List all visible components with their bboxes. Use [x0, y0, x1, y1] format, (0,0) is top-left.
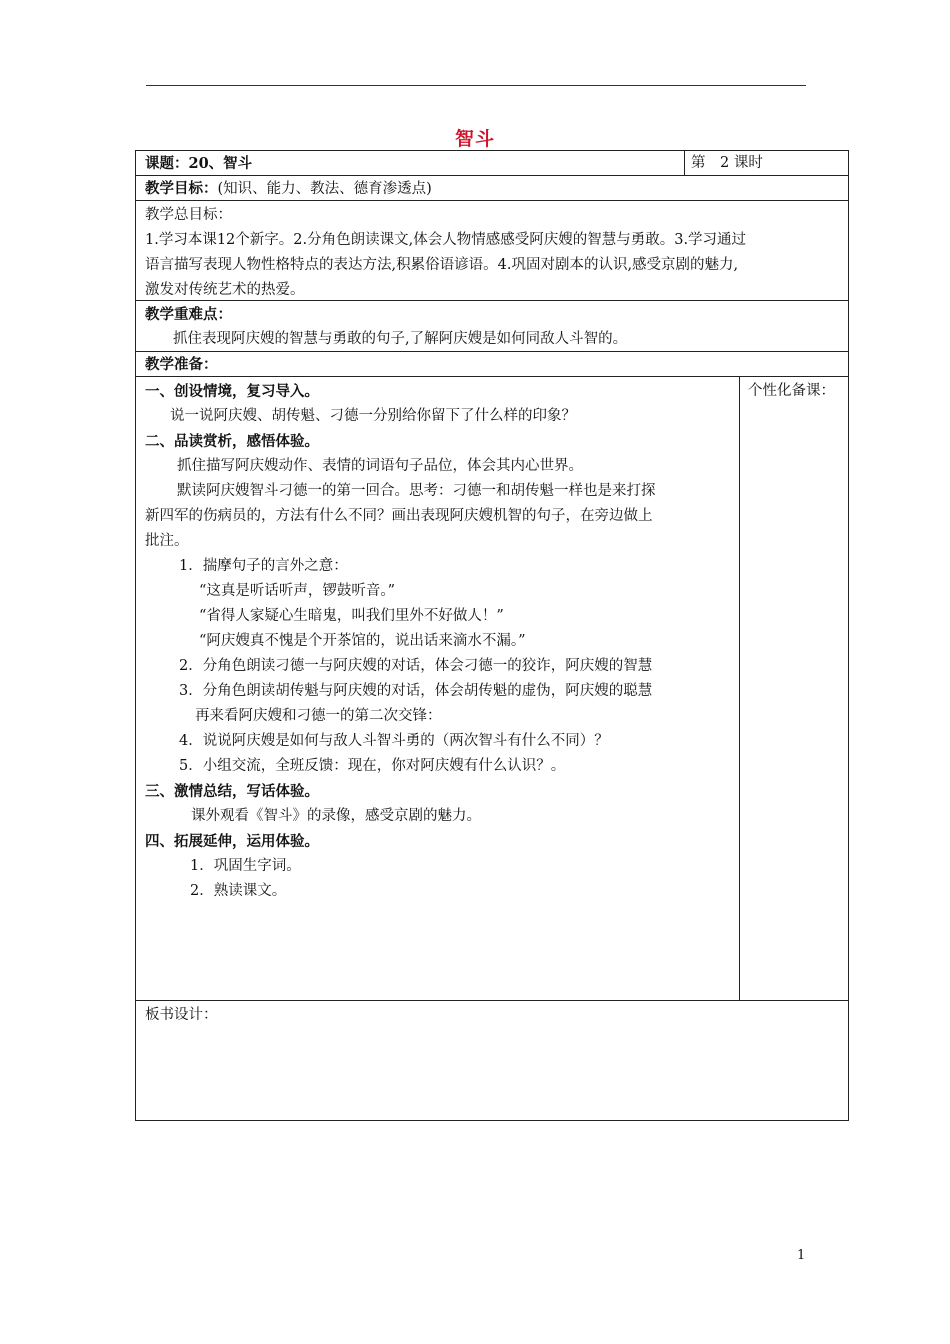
- goals-content: [145, 203, 746, 303]
- key-points-row: [135, 300, 849, 352]
- goals-content-row: [135, 200, 849, 301]
- key-points-heading: 教学重难点：: [145, 306, 232, 323]
- goals-heading-wrap: [145, 176, 432, 202]
- period-label: 第 2 课时: [691, 155, 763, 171]
- goals-line-2: 语言描写表现人物性格特点的表达方法,积累俗语谚语。4.巩固对剧本的认识,感受京剧的魅力,: [145, 257, 739, 273]
- section4-title: 四、拓展延伸，运用体验。: [145, 833, 319, 850]
- personal-prep-label: 个性化备课：: [748, 383, 835, 399]
- board-design-row: [135, 1000, 849, 1121]
- key-points-content: [145, 302, 627, 352]
- goals-line-3: 激发对传统艺术的热爱。: [145, 282, 305, 298]
- item-1: 1．揣摩句子的言外之意：: [179, 558, 348, 574]
- goals-heading-row: [135, 175, 849, 201]
- section1-title: 一、创设情境，复习导入。: [145, 383, 319, 400]
- goals-heading-note: (知识、能力、教法、德育渗透点): [217, 181, 432, 197]
- quote-2: “省得人家疑心生暗鬼，叫我们里外不好做人！”: [199, 608, 504, 624]
- item-3: 3．分角色朗读胡传魁与阿庆嫂的对话，体会胡传魁的虚伪，阿庆嫂的聪慧: [179, 683, 653, 699]
- topic-label: 课题：20、智斗: [145, 155, 253, 172]
- section2-p2-line2: 新四军的伤病员的，方法有什么不同？画出表现阿庆嫂机智的句子，在旁边做上: [145, 508, 653, 524]
- topic-divider: [684, 151, 685, 175]
- goals-sub-heading: 教学总目标：: [145, 207, 232, 223]
- item-2: 2．分角色朗读刁德一与阿庆嫂的对话，体会刁德一的狡诈，阿庆嫂的智慧: [179, 658, 653, 674]
- item-5: 5．小组交流，全班反馈：现在，你对阿庆嫂有什么认识？。: [179, 758, 566, 774]
- page-title: 智斗: [454, 128, 495, 150]
- process-row: [135, 376, 849, 1001]
- preparation-heading: 教学准备：: [145, 356, 218, 373]
- section4-item-2: 2．熟读课文。: [190, 883, 287, 899]
- key-points-text: 抓住表现阿庆嫂的智慧与勇敢的句子,了解阿庆嫂是如何同敌人斗智的。: [173, 331, 628, 347]
- section3-title: 三、激情总结，写话体验。: [145, 783, 319, 800]
- preparation-row: [135, 351, 849, 377]
- section2-p1: 抓住描写阿庆嫂动作、表情的词语句子品位，体会其内心世界。: [177, 458, 583, 474]
- item-3-cont: 再来看阿庆嫂和刁德一的第二次交锋：: [195, 708, 442, 724]
- goals-heading: 教学目标：: [145, 180, 218, 197]
- quote-1: “这真是听话听声，锣鼓听音。”: [199, 583, 396, 599]
- board-design-label: 板书设计：: [145, 1007, 218, 1023]
- section2-p2-line1: 默读阿庆嫂智斗刁德一的第一回合。思考：刁德一和胡传魁一样也是来打探: [177, 483, 656, 499]
- goals-line-1: 1.学习本课12个新字。2.分角色朗读课文,体会人物情感感受阿庆嫂的智慧与勇敢。3.学习通过: [145, 232, 747, 248]
- section3-text: 课外观看《智斗》的录像，感受京剧的魅力。: [191, 808, 481, 824]
- item-4: 4．说说阿庆嫂是如何与敌人斗智斗勇的（两次智斗有什么不同）？: [179, 733, 609, 749]
- section1-text: 说一说阿庆嫂、胡传魁、刁德一分别给你留下了什么样的印象？: [170, 408, 576, 424]
- section2-p2-line3: 批注。: [145, 533, 189, 549]
- process-content: [145, 379, 656, 904]
- personal-prep-divider: [739, 377, 740, 1000]
- section2-title: 二、品读赏析，感悟体验。: [145, 433, 319, 450]
- topic-row: [135, 150, 849, 176]
- page-number: 1: [797, 1248, 806, 1263]
- section4-item-1: 1．巩固生字词。: [190, 858, 301, 874]
- header-rule: [146, 85, 806, 86]
- quote-3: “阿庆嫂真不愧是个开茶馆的，说出话来滴水不漏。”: [199, 633, 526, 649]
